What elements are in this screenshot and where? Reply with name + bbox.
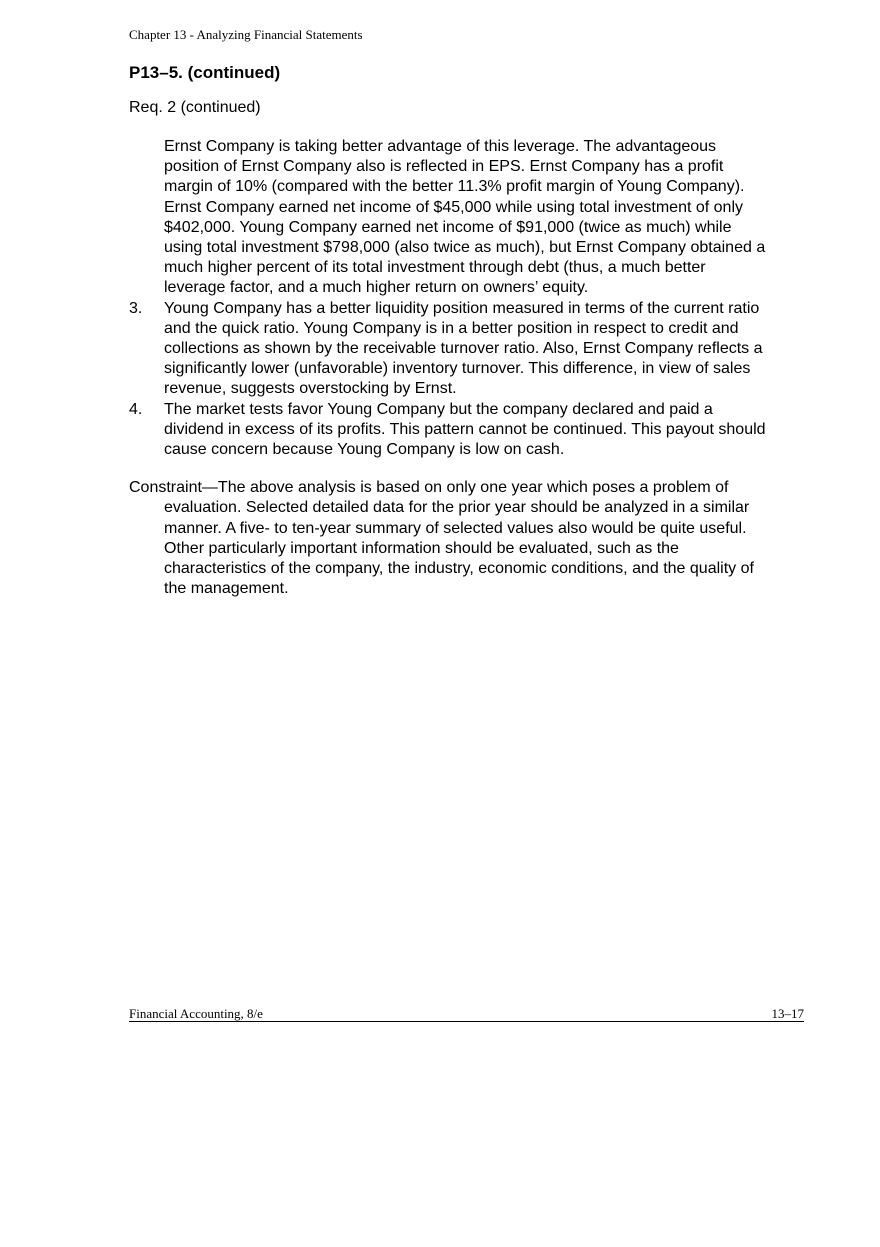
- list-item-number: 3.: [129, 299, 143, 317]
- list-item-text: Young Company has a better liquidity position measured in terms of the current ratio and the quick ratio. Young Company is in a better position in respect to credit and collections as shown by the receivable turnover ratio. Also, Ernst Company reflects a significantly lower (unfavorable) inventory turnover. This difference, in view of sales revenue, suggests overstocking by Ernst.: [164, 299, 763, 398]
- list-item: [129, 400, 769, 461]
- list-item-text: The market tests favor Young Company but the company declared and paid a dividend in excess of its profits. This pattern cannot be continued. This payout should cause concern because Young Company is low on cash.: [164, 400, 766, 459]
- running-header: Chapter 13 - Analyzing Financial Statements: [129, 27, 363, 42]
- footer-book-title: Financial Accounting, 8/e: [129, 1006, 263, 1021]
- running-footer: [129, 1006, 804, 1022]
- list-item-number: 4.: [129, 400, 143, 418]
- constraint-paragraph: Constraint—The above analysis is based on only one year which poses a problem of evaluation. Selected detailed data for the prior year should be analyzed in a similar manner. A five- to ten-year summary of selected values also would be quite useful. Other particularly important information should be evaluated, such as the characteristics of the company, the industry, economic conditions, and the quality of the management.: [129, 479, 754, 598]
- solution-body: [129, 137, 769, 599]
- requirement-label: Req. 2 (continued): [129, 99, 261, 116]
- continued-paragraph: Ernst Company is taking better advantage of this leverage. The advantageous position of Ernst Company also is reflected in EPS. Ernst Company has a profit margin of 10% (compared with the better 11.3% profit margin of Young Company). Ernst Company earned net income of $45,000 while using total investment of only $402,000. Young Company earned net income of $91,000 (twice as much) while using total investment $798,000 (also twice as much), but Ernst Company obtained a much higher percent of its total investment through debt (thus, a much better leverage factor, and a much higher return on owners’ equity.: [164, 138, 766, 297]
- problem-title: P13–5. (continued): [129, 63, 281, 82]
- footer-page-number: 13–17: [771, 1006, 804, 1021]
- list-item: [129, 299, 769, 400]
